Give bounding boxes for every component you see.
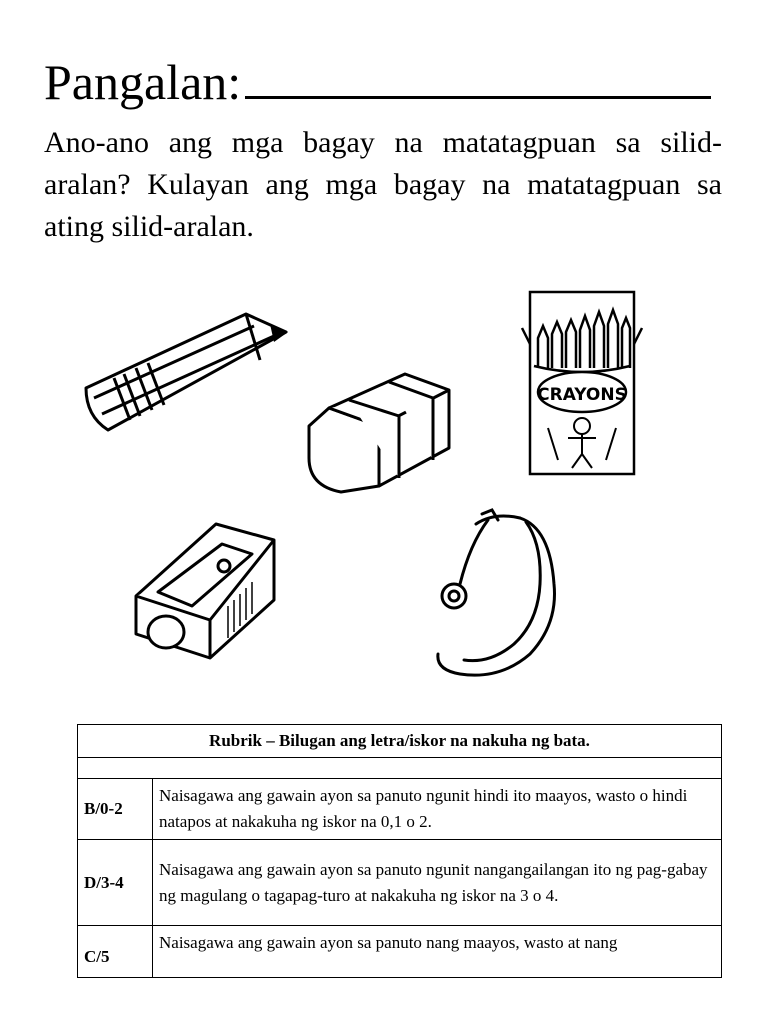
stethoscope-icon	[430, 504, 590, 680]
sharpener-icon	[132, 514, 278, 662]
rubric-description: Naisagawa ang gawain ayon sa panuto ngunit hindi ito maayos, wasto o hindi natapos at nakakuha ng iskor na 0,1 o 2.	[153, 779, 722, 840]
rubric-row	[78, 840, 722, 926]
rubric-description: Naisagawa ang gawain ayon sa panuto nang maayos, wasto at nang	[153, 926, 722, 978]
crayon-box-label: CRAYONS	[537, 385, 627, 405]
rubric-row	[78, 926, 722, 978]
name-row	[44, 52, 711, 110]
instructions-text: Ano-ano ang mga bagay na matatagpuan sa silid-aralan? Kulayan ang mga bagay na matatagpuan sa ating silid-aralan.	[44, 126, 722, 243]
rubric-score: B/0-2	[78, 779, 153, 840]
rubric-description: Naisagawa ang gawain ayon sa panuto ngunit nangangailangan ito ng pag-gabay ng magulang o tagapag-turo at nakakuha ng iskor na 3 o 4.	[153, 840, 722, 926]
crayon-box-icon	[518, 288, 648, 478]
rubric-table	[77, 724, 722, 978]
name-blank-line	[245, 52, 711, 99]
rubric-empty-row	[78, 758, 722, 779]
rubric-title: Rubrik – Bilugan ang letra/iskor na nakuha ng bata.	[78, 725, 722, 758]
rubric-row	[78, 779, 722, 840]
pencil-icon	[78, 308, 294, 438]
rubric-score: C/5	[78, 926, 153, 978]
rubric-score: D/3-4	[78, 840, 153, 926]
eraser-icon	[305, 368, 455, 496]
name-label: Pangalan:	[44, 54, 242, 110]
